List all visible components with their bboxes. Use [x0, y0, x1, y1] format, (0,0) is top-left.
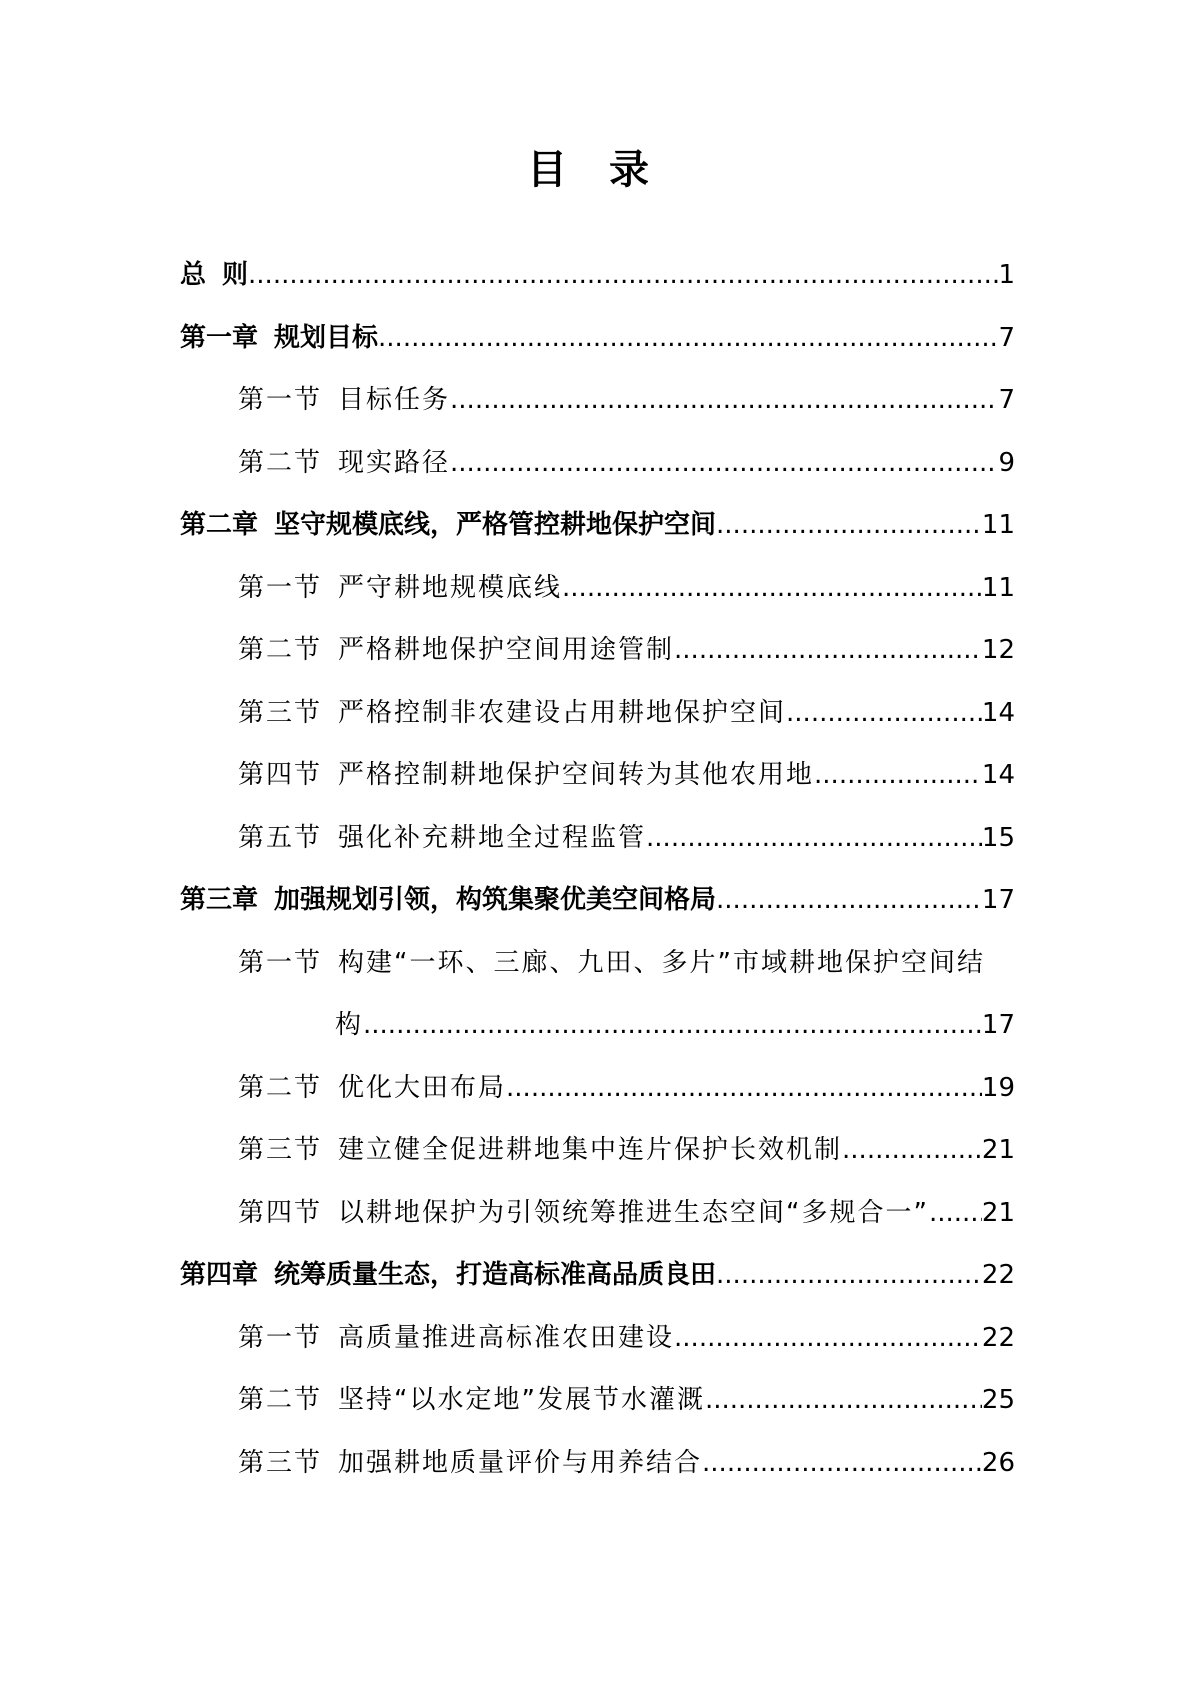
toc-page-number: 14 — [981, 697, 1015, 728]
toc-number: 第五节 — [238, 822, 323, 853]
toc-entry-chapter-3[interactable] — [180, 880, 1015, 943]
toc-entry-section-3-2[interactable] — [180, 1068, 1015, 1131]
toc-entry-section-1-1[interactable] — [180, 380, 1015, 443]
toc-page-number: 1 — [998, 260, 1015, 290]
toc-number: 第一节 — [238, 1322, 323, 1353]
toc-number: 第四节 — [238, 1197, 323, 1228]
dot-leader — [450, 380, 998, 420]
toc-page-number: 14 — [981, 760, 1015, 790]
toc-text: 坚持“以水定地”发展节水灌溉 — [338, 1385, 705, 1415]
toc-entry-section-3-4[interactable] — [180, 1193, 1015, 1256]
toc-number: 第一章 — [180, 322, 259, 353]
toc-text: 加强耕地质量评价与用养结合 — [338, 1447, 703, 1478]
toc-text: 高质量推进高标准农田建设 — [338, 1322, 675, 1353]
toc-page-number: 25 — [981, 1385, 1015, 1415]
toc-text: 目标任务 — [338, 385, 451, 415]
dot-leader — [363, 1005, 982, 1045]
toc-number: 第四章 — [180, 1260, 259, 1290]
toc-number: 第一节 — [238, 947, 323, 978]
page-title: 目 录 — [527, 146, 663, 193]
dot-leader — [929, 1193, 982, 1233]
toc-number: 第三节 — [238, 697, 323, 728]
toc-page-number: 22 — [981, 1260, 1015, 1290]
toc-text: 严格控制耕地保护空间转为其他农用地 — [338, 760, 815, 790]
dot-leader — [716, 505, 982, 545]
toc-page-number: 11 — [981, 572, 1015, 603]
toc-number: 第一节 — [238, 572, 323, 603]
table-of-contents — [180, 255, 1015, 1505]
toc-entry-section-3-1[interactable] — [180, 943, 1015, 1006]
toc-page-number: 7 — [998, 322, 1015, 353]
toc-number: 第四节 — [238, 760, 323, 790]
toc-page-number: 21 — [981, 1135, 1015, 1165]
toc-number: 第二章 — [180, 510, 259, 540]
toc-page-number: 7 — [998, 385, 1015, 415]
dot-leader — [378, 318, 998, 358]
toc-entry-chapter-4[interactable] — [180, 1255, 1015, 1318]
toc-text: 严守耕地规模底线 — [338, 572, 563, 603]
toc-entry-section-4-1[interactable] — [180, 1318, 1015, 1381]
toc-number: 第二节 — [238, 447, 323, 478]
toc-entry-chapter-1[interactable] — [180, 318, 1015, 381]
toc-entry-section-4-2[interactable] — [180, 1380, 1015, 1443]
toc-text: 严格控制非农建设占用耕地保护空间 — [338, 697, 787, 728]
dot-leader — [646, 818, 982, 858]
toc-text: 现实路径 — [338, 447, 451, 478]
dot-leader — [786, 693, 982, 733]
toc-page-number: 15 — [981, 822, 1015, 853]
toc-entry-section-2-2[interactable] — [180, 630, 1015, 693]
toc-text: 加强规划引领，构筑集聚优美空间格局 — [274, 885, 717, 915]
toc-page-number: 17 — [981, 885, 1015, 915]
dot-leader — [248, 255, 998, 295]
dot-leader — [716, 880, 982, 920]
dot-leader — [716, 1255, 982, 1295]
toc-entry-section-3-1-continued[interactable] — [180, 1005, 1015, 1068]
dot-leader — [450, 443, 998, 483]
toc-text: 规划目标 — [274, 322, 379, 353]
toc-number: 第一节 — [238, 385, 323, 415]
dot-leader — [814, 755, 982, 795]
toc-number: 第三节 — [238, 1135, 323, 1165]
toc-entry-chapter-2[interactable] — [180, 505, 1015, 568]
toc-page-number: 22 — [981, 1322, 1015, 1353]
toc-text: 严格耕地保护空间用途管制 — [338, 635, 675, 665]
dot-leader — [506, 1068, 982, 1108]
toc-entry-section-3-3[interactable] — [180, 1130, 1015, 1193]
toc-entry-section-2-1[interactable] — [180, 568, 1015, 631]
toc-entry-general[interactable] — [180, 255, 1015, 318]
toc-number: 第三节 — [238, 1447, 323, 1478]
toc-page-number: 9 — [998, 447, 1015, 478]
toc-number: 第三章 — [180, 885, 259, 915]
dot-leader — [842, 1130, 982, 1170]
toc-entry-section-2-5[interactable] — [180, 818, 1015, 881]
toc-text: 坚守规模底线，严格管控耕地保护空间 — [274, 510, 717, 540]
toc-number: 第二节 — [238, 1072, 323, 1103]
toc-number: 总 — [180, 260, 207, 290]
dot-leader — [674, 630, 982, 670]
toc-page-number: 11 — [981, 510, 1015, 540]
toc-entry-section-4-3[interactable] — [180, 1443, 1015, 1506]
toc-entry-section-2-3[interactable] — [180, 693, 1015, 756]
toc-number: 第二节 — [238, 1385, 323, 1415]
toc-page-number: 19 — [981, 1072, 1015, 1103]
toc-text-continued: 构 — [335, 1010, 364, 1040]
toc-page-number: 21 — [981, 1197, 1015, 1228]
dot-leader — [705, 1380, 982, 1420]
dot-leader — [562, 568, 982, 608]
toc-text: 构建“一环、三廊、九田、多片”市域耕地保护空间结 — [338, 947, 985, 978]
toc-entry-section-1-2[interactable] — [180, 443, 1015, 506]
toc-page-number: 12 — [981, 635, 1015, 665]
toc-entry-section-2-4[interactable] — [180, 755, 1015, 818]
toc-page-number: 17 — [981, 1010, 1015, 1040]
toc-text: 优化大田布局 — [338, 1072, 507, 1103]
toc-text: 强化补充耕地全过程监管 — [338, 822, 647, 853]
toc-text: 以耕地保护为引领统筹推进生态空间“多规合一” — [338, 1197, 929, 1228]
toc-page-number: 26 — [981, 1447, 1015, 1478]
toc-number: 第二节 — [238, 635, 323, 665]
toc-text: 则 — [222, 260, 249, 290]
dot-leader — [702, 1443, 982, 1483]
toc-text: 统筹质量生态，打造高标准高品质良田 — [274, 1260, 717, 1290]
toc-text: 建立健全促进耕地集中连片保护长效机制 — [338, 1135, 843, 1165]
dot-leader — [674, 1318, 982, 1358]
